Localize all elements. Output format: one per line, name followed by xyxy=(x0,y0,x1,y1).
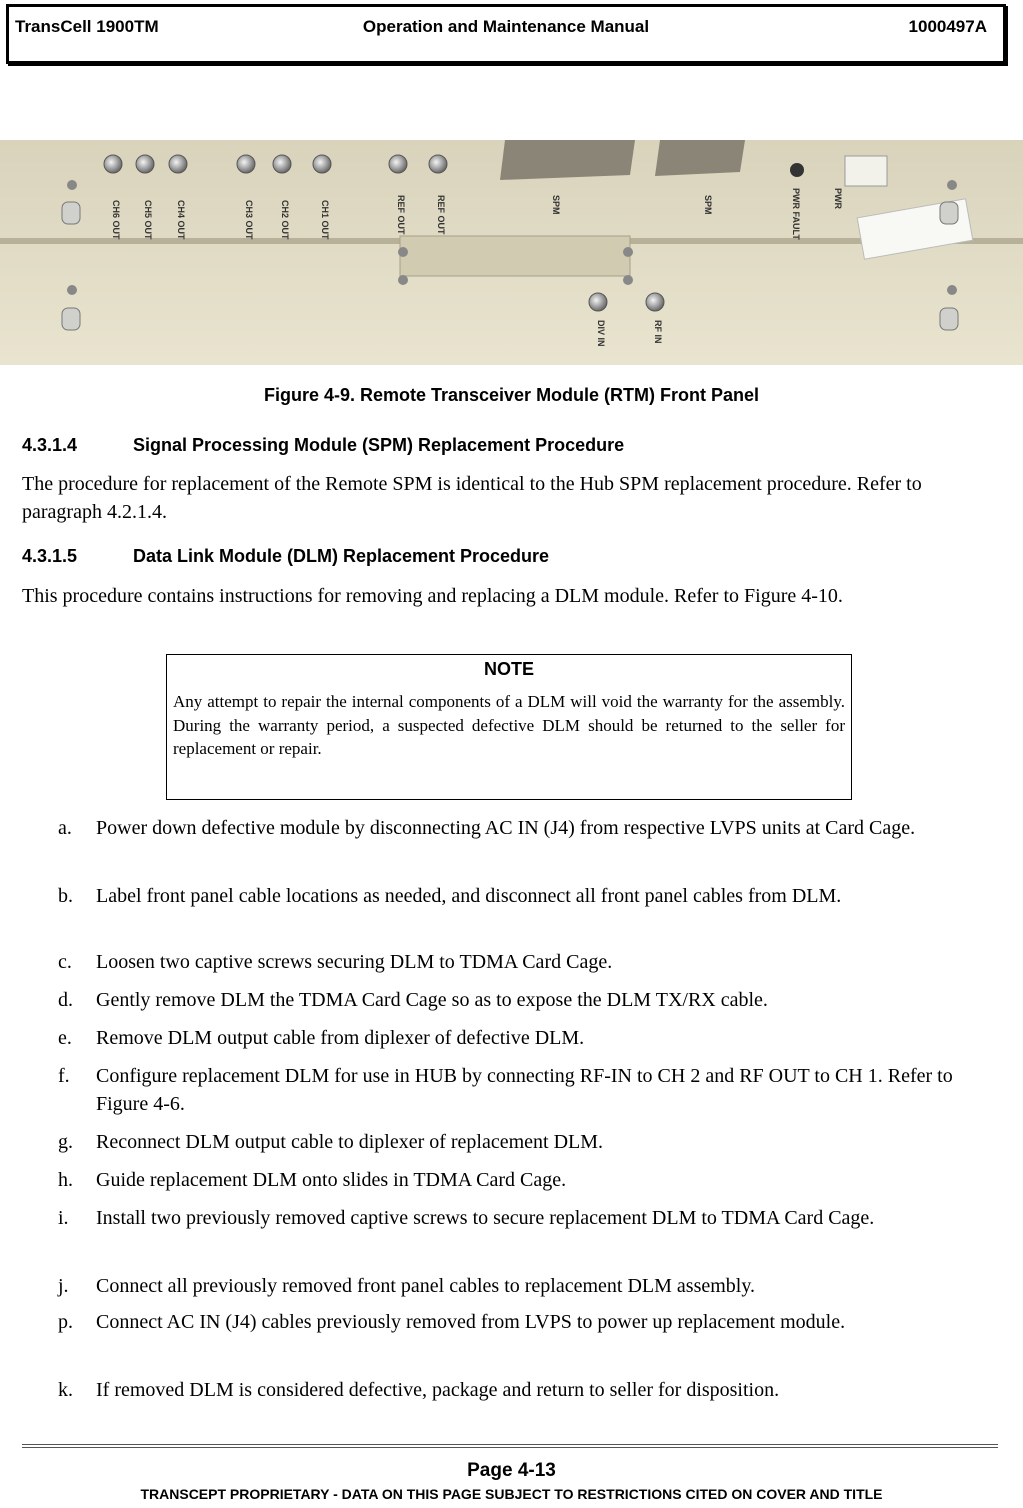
note-title: NOTE xyxy=(483,659,534,679)
step-label: i. xyxy=(58,1207,69,1229)
step-text: Connect AC IN (J4) cables previously removed from LVPS to power up replacement module. xyxy=(96,1311,846,1333)
label-ch2-out: CH2 OUT xyxy=(280,200,290,240)
step-label: b. xyxy=(58,885,73,907)
section-heading-dlm xyxy=(22,546,549,567)
step-text: Reconnect DLM output cable to diplexer of replacement DLM. xyxy=(96,1131,604,1153)
header-product: TransCell 1900TM xyxy=(15,17,159,36)
step-label: k. xyxy=(58,1379,73,1401)
step-text: Loosen two captive screws securing DLM to TDMA Card Cage. xyxy=(96,951,613,973)
label-div-in: DIV IN xyxy=(596,320,606,347)
proprietary-notice: TRANSCEPT PROPRIETARY - DATA ON THIS PAGE SUBJECT TO RESTRICTIONS CITED ON COVER AND TITLE xyxy=(140,1486,883,1502)
label-ref-out-1: REF OUT xyxy=(396,195,406,235)
note-body: Any attempt to repair the internal components of a DLM will void the warranty for the assembly. During the warranty period, a suspected defective DLM should be returned to the seller for replacement or repair. xyxy=(173,692,845,758)
label-ref-out-2: REF OUT xyxy=(436,195,446,235)
step-text: Remove DLM output cable from diplexer of defective DLM. xyxy=(96,1027,585,1049)
label-ch1-out: CH1 OUT xyxy=(320,200,330,240)
label-ch4-out: CH4 OUT xyxy=(176,200,186,240)
step-label: d. xyxy=(58,989,73,1011)
section-title: Data Link Module (DLM) Replacement Procedure xyxy=(133,546,550,566)
page-header xyxy=(6,4,1006,64)
label-pwr-fault: PWR FAULT xyxy=(791,188,801,240)
step-text: If removed DLM is considered defective, package and return to seller for disposition. xyxy=(96,1379,780,1401)
label-rf-in: RF IN xyxy=(653,320,663,344)
step-text: Connect all previously removed front panel cables to replacement DLM assembly. xyxy=(96,1275,756,1297)
section-body-spm: The procedure for replacement of the Remote SPM is identical to the Hub SPM replacement procedure. Refer to paragraph 4.2.1.4. xyxy=(22,473,922,523)
header-doc-number: 1000497A xyxy=(908,17,987,36)
step-label: f. xyxy=(58,1065,70,1087)
step-text: Gently remove DLM the TDMA Card Cage so as to expose the DLM TX/RX cable. xyxy=(96,989,768,1011)
step-label: e. xyxy=(58,1027,72,1049)
page-number: Page 4-13 xyxy=(467,1460,556,1481)
step-label: h. xyxy=(58,1169,73,1191)
label-spm-2: SPM xyxy=(703,195,713,215)
step-text: Label front panel cable locations as needed, and disconnect all front panel cables from DLM. xyxy=(96,885,842,907)
step-label: a. xyxy=(58,817,72,839)
label-spm-1: SPM xyxy=(551,195,561,215)
section-title: Signal Processing Module (SPM) Replacement Procedure xyxy=(133,435,625,455)
section-body-dlm: This procedure contains instructions for removing and replacing a DLM module. Refer to Figure 4-10. xyxy=(22,585,843,607)
label-ch6-out: CH6 OUT xyxy=(111,200,121,240)
step-text: Power down defective module by disconnecting AC IN (J4) from respective LVPS units at Card Cage. xyxy=(96,817,916,839)
footer-divider xyxy=(22,1444,998,1448)
step-text: Configure replacement DLM for use in HUB by connecting RF-IN to CH 2 and RF OUT to CH 1. Refer to Figure 4-6. xyxy=(96,1065,953,1115)
section-heading-spm xyxy=(22,435,624,456)
step-text: Install two previously removed captive screws to secure replacement DLM to TDMA Card Cage. xyxy=(96,1207,875,1229)
step-label: g. xyxy=(58,1131,73,1153)
note-box xyxy=(166,654,852,800)
figure-caption: Figure 4-9. Remote Transceiver Module (RTM) Front Panel xyxy=(263,385,760,405)
rtm-front-panel-photo xyxy=(0,140,1023,365)
step-text: Guide replacement DLM onto slides in TDMA Card Cage. xyxy=(96,1169,567,1191)
header-manual-title: Operation and Maintenance Manual xyxy=(362,17,650,36)
section-number: 4.3.1.5 xyxy=(22,546,78,566)
label-ch3-out: CH3 OUT xyxy=(244,200,254,240)
step-label: p. xyxy=(58,1311,73,1333)
step-label: c. xyxy=(58,951,72,973)
section-number: 4.3.1.4 xyxy=(22,435,78,455)
step-label: j. xyxy=(58,1275,69,1297)
label-ch5-out: CH5 OUT xyxy=(143,200,153,240)
label-pwr: PWR xyxy=(833,188,843,209)
